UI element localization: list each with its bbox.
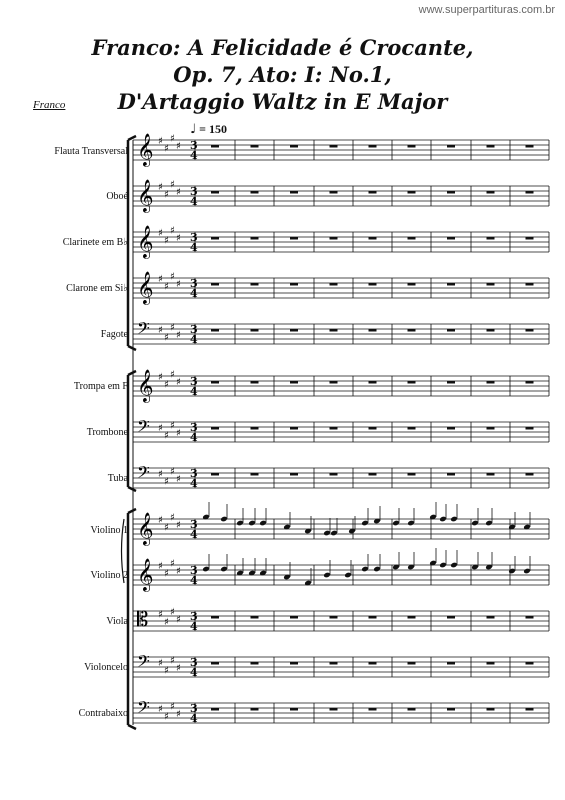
rest-icon (211, 427, 219, 430)
rest-icon (487, 662, 495, 665)
alto-clef-icon: 𝄡 (137, 607, 149, 631)
rest-icon (526, 145, 534, 148)
treble-clef-icon: 𝄞 (137, 225, 154, 258)
time-signature-bottom: 4 (190, 241, 198, 254)
rest-icon (251, 662, 259, 665)
sharp-icon: ♯ (158, 423, 163, 434)
sharp-icon: ♯ (170, 420, 175, 432)
rest-icon (369, 473, 377, 476)
rest-icon (251, 381, 259, 384)
rest-icon (290, 708, 298, 711)
rest-icon (251, 708, 259, 711)
time-signature-bottom: 4 (190, 195, 198, 208)
rest-icon (487, 616, 495, 619)
rest-icon (369, 191, 377, 194)
rest-icon (330, 381, 338, 384)
sharp-icon: ♯ (158, 609, 163, 621)
rest-icon (487, 427, 495, 430)
rest-icon (369, 381, 377, 384)
rest-icon (369, 427, 377, 430)
rest-icon (251, 283, 259, 286)
rest-icon (290, 662, 298, 665)
rest-icon (447, 616, 455, 619)
instrument-label-viola: Viola (106, 616, 128, 627)
rest-icon (251, 473, 259, 476)
rest-icon (487, 708, 495, 711)
rest-icon (290, 427, 298, 430)
sharp-icon: ♯ (176, 187, 181, 198)
rest-icon (369, 329, 377, 332)
sharp-icon: ♯ (176, 709, 181, 720)
rest-icon (290, 283, 298, 286)
rest-icon (447, 237, 455, 240)
sharp-icon: ♯ (164, 711, 169, 723)
staff (133, 179, 549, 213)
woodwind-bracket (128, 136, 136, 350)
instrument-label-trompa: Trompa em F (73, 381, 128, 392)
rest-icon (211, 145, 219, 148)
rest-icon (447, 283, 455, 286)
instrument-label-contrabaixo: Contrabaixo (78, 708, 128, 719)
time-signature-top: 3 (190, 277, 198, 290)
sharp-icon: ♯ (158, 704, 163, 715)
title-line-2: Op. 7, Ato: I: No.1, (173, 62, 392, 87)
sharp-icon: ♯ (176, 279, 181, 290)
sharp-icon: ♯ (164, 332, 169, 344)
rest-icon (408, 237, 416, 240)
staff (133, 462, 549, 490)
rest-icon (330, 708, 338, 711)
instrument-label-violino-2: Violino 2 (90, 570, 128, 581)
rest-icon (251, 191, 259, 194)
rest-icon (211, 662, 219, 665)
sharp-icon: ♯ (170, 179, 175, 191)
bass-clef-icon: 𝄢 (137, 462, 150, 486)
sharp-icon: ♯ (170, 322, 175, 334)
composer-name: Franco (33, 99, 66, 111)
sharp-icon: ♯ (176, 377, 181, 388)
sharp-icon: ♯ (164, 189, 169, 201)
treble-clef-icon: 𝄞 (137, 271, 154, 304)
time-signature-bottom: 4 (190, 574, 198, 587)
time-signature-top: 3 (190, 185, 198, 198)
staff (133, 416, 549, 444)
time-signature-top: 3 (190, 421, 198, 434)
instrument-label-fagote: Fagote (100, 329, 128, 340)
rest-icon (447, 662, 455, 665)
time-signature-top: 3 (190, 139, 198, 152)
sharp-icon: ♯ (170, 271, 175, 283)
sharp-icon: ♯ (176, 428, 181, 439)
sharp-icon: ♯ (176, 474, 181, 485)
rest-icon (526, 381, 534, 384)
rest-icon (447, 329, 455, 332)
sharp-icon: ♯ (170, 655, 175, 667)
violin-brace (122, 519, 125, 583)
instrument-label-clarinete: Clarinete em B♭ (62, 237, 128, 248)
rest-icon (526, 283, 534, 286)
rest-icon (487, 329, 495, 332)
rest-icon (211, 381, 219, 384)
time-signature-top: 3 (190, 518, 198, 531)
treble-clef-icon: 𝄞 (137, 558, 154, 591)
sharp-icon: ♯ (164, 379, 169, 391)
rest-icon (330, 427, 338, 430)
rest-icon (526, 329, 534, 332)
time-signature-bottom: 4 (190, 287, 198, 300)
rest-icon (487, 191, 495, 194)
system-brackets (122, 136, 137, 729)
rest-icon (447, 427, 455, 430)
rest-icon (408, 616, 416, 619)
sharp-icon: ♯ (170, 512, 175, 524)
sharp-icon: ♯ (164, 430, 169, 442)
instrument-label-violoncelo: Violoncelo (84, 662, 128, 673)
staff (133, 512, 549, 546)
sharp-icon: ♯ (158, 182, 163, 193)
quarter-note-icon: ♩ (190, 122, 197, 137)
sharp-icon: ♯ (170, 558, 175, 570)
rest-icon (330, 662, 338, 665)
rest-icon (330, 191, 338, 194)
sharp-icon: ♯ (158, 372, 163, 383)
sharp-icon: ♯ (176, 614, 181, 626)
sharp-icon: ♯ (170, 701, 175, 713)
sharp-icon: ♯ (164, 568, 169, 580)
title-line-3: D'Artaggio Waltz in E Major (117, 89, 448, 114)
rest-icon (290, 237, 298, 240)
time-signature-bottom: 4 (190, 149, 198, 162)
sharp-icon: ♯ (170, 133, 175, 145)
sharp-icon: ♯ (158, 658, 163, 669)
sharp-icon: ♯ (158, 136, 163, 147)
rest-icon (330, 145, 338, 148)
staff (133, 318, 549, 346)
rest-icon (408, 427, 416, 430)
sharp-icon: ♯ (164, 665, 169, 677)
time-signature-top: 3 (190, 610, 198, 623)
rest-icon (251, 145, 259, 148)
rest-icon (487, 381, 495, 384)
rest-icon (211, 237, 219, 240)
sharp-icon: ♯ (158, 515, 163, 526)
sharp-icon: ♯ (170, 466, 175, 478)
sharp-icon: ♯ (164, 281, 169, 293)
rest-icon (526, 237, 534, 240)
rest-icon (290, 616, 298, 619)
rest-icon (290, 329, 298, 332)
staff (133, 558, 549, 592)
rest-icon (251, 329, 259, 332)
rest-icon (369, 145, 377, 148)
rest-icon (369, 237, 377, 240)
time-signature-bottom: 4 (190, 666, 198, 679)
rest-icon (211, 708, 219, 711)
instrument-label-clarone: Clarone em Si♭ (66, 283, 128, 294)
time-signature-bottom: 4 (190, 385, 198, 398)
sharp-icon: ♯ (176, 330, 181, 341)
rest-icon (447, 708, 455, 711)
time-signature-bottom: 4 (190, 333, 198, 346)
time-signature-bottom: 4 (190, 431, 198, 444)
bass-clef-icon: 𝄢 (137, 697, 150, 721)
staff (133, 651, 549, 679)
sharp-icon: ♯ (164, 476, 169, 488)
strings-bracket (128, 509, 136, 729)
sharp-icon: ♯ (158, 228, 163, 239)
sharp-icon: ♯ (170, 369, 175, 381)
instrument-label-oboe: Oboé (106, 191, 128, 202)
instrument-label-tuba: Tuba (107, 473, 128, 484)
rest-icon (487, 237, 495, 240)
sharp-icon: ♯ (158, 325, 163, 336)
sharp-icon: ♯ (176, 233, 181, 244)
tempo-value: = 150 (199, 122, 227, 136)
sharp-icon: ♯ (176, 663, 181, 674)
rest-icon (251, 427, 259, 430)
staff (133, 369, 549, 403)
rest-icon (330, 283, 338, 286)
staff (133, 697, 549, 725)
rest-icon (487, 283, 495, 286)
rest-icon (211, 283, 219, 286)
rest-icon (447, 473, 455, 476)
instrument-label-flauta: Flauta Transversal (54, 146, 128, 157)
rest-icon (408, 191, 416, 194)
rest-icon (447, 191, 455, 194)
rest-icon (526, 473, 534, 476)
rest-icon (526, 662, 534, 665)
sharp-icon: ♯ (164, 235, 169, 247)
rest-icon (369, 616, 377, 619)
rest-icon (447, 381, 455, 384)
rest-icon (330, 237, 338, 240)
rest-icon (211, 329, 219, 332)
time-signature-top: 3 (190, 375, 198, 388)
rest-icon (211, 191, 219, 194)
time-signature-top: 3 (190, 656, 198, 669)
bass-clef-icon: 𝄢 (137, 318, 150, 342)
staff (133, 225, 549, 259)
time-signature-top: 3 (190, 231, 198, 244)
rest-icon (251, 237, 259, 240)
time-signature-top: 3 (190, 323, 198, 336)
rest-icon (251, 616, 259, 619)
rest-icon (408, 283, 416, 286)
rest-icon (369, 283, 377, 286)
rest-icon (408, 381, 416, 384)
time-signature-top: 3 (190, 702, 198, 715)
instrument-label-violino-1: Violino 1 (90, 525, 128, 536)
treble-clef-icon: 𝄞 (137, 133, 154, 166)
staves (133, 133, 549, 725)
bass-clef-icon: 𝄢 (137, 651, 150, 675)
rest-icon (369, 662, 377, 665)
rest-icon (526, 708, 534, 711)
sharp-icon: ♯ (158, 274, 163, 285)
treble-clef-icon: 𝄞 (137, 512, 154, 545)
rest-icon (211, 616, 219, 619)
staff (133, 271, 549, 305)
time-signature-top: 3 (190, 564, 198, 577)
rest-icon (408, 473, 416, 476)
sharp-icon: ♯ (164, 522, 169, 534)
rest-icon (290, 191, 298, 194)
treble-clef-icon: 𝄞 (137, 179, 154, 212)
rest-icon (290, 145, 298, 148)
sharp-icon: ♯ (164, 143, 169, 155)
rest-icon (487, 145, 495, 148)
sharp-icon: ♯ (176, 141, 181, 152)
staff (133, 133, 549, 167)
rest-icon (408, 662, 416, 665)
rest-icon (408, 708, 416, 711)
rest-icon (447, 145, 455, 148)
sharp-icon: ♯ (170, 225, 175, 237)
site-watermark: www.superpartituras.com.br (418, 4, 555, 16)
time-signature-top: 3 (190, 467, 198, 480)
rest-icon (408, 329, 416, 332)
bass-clef-icon: 𝄢 (137, 416, 150, 440)
time-signature-bottom: 4 (190, 477, 198, 490)
time-signature-bottom: 4 (190, 712, 198, 725)
sharp-icon: ♯ (176, 520, 181, 531)
rest-icon (526, 191, 534, 194)
sharp-icon: ♯ (170, 607, 175, 618)
sharp-icon: ♯ (158, 561, 163, 572)
rest-icon (487, 473, 495, 476)
sharp-icon: ♯ (176, 566, 181, 577)
sharp-icon: ♯ (158, 469, 163, 480)
rest-icon (330, 616, 338, 619)
rest-icon (330, 473, 338, 476)
time-signature-bottom: 4 (190, 528, 198, 541)
instrument-label-trombone: Trombone (86, 427, 128, 438)
rest-icon (369, 708, 377, 711)
staff (133, 607, 549, 633)
title-line-1: Franco: A Felicidade é Crocante, (91, 35, 474, 60)
rest-icon (330, 329, 338, 332)
rest-icon (526, 616, 534, 619)
rest-icon (211, 473, 219, 476)
sharp-icon: ♯ (164, 617, 169, 628)
rest-icon (526, 427, 534, 430)
rest-icon (290, 473, 298, 476)
rest-icon (408, 145, 416, 148)
treble-clef-icon: 𝄞 (137, 369, 154, 402)
rest-icon (290, 381, 298, 384)
time-signature-bottom: 4 (190, 620, 198, 633)
